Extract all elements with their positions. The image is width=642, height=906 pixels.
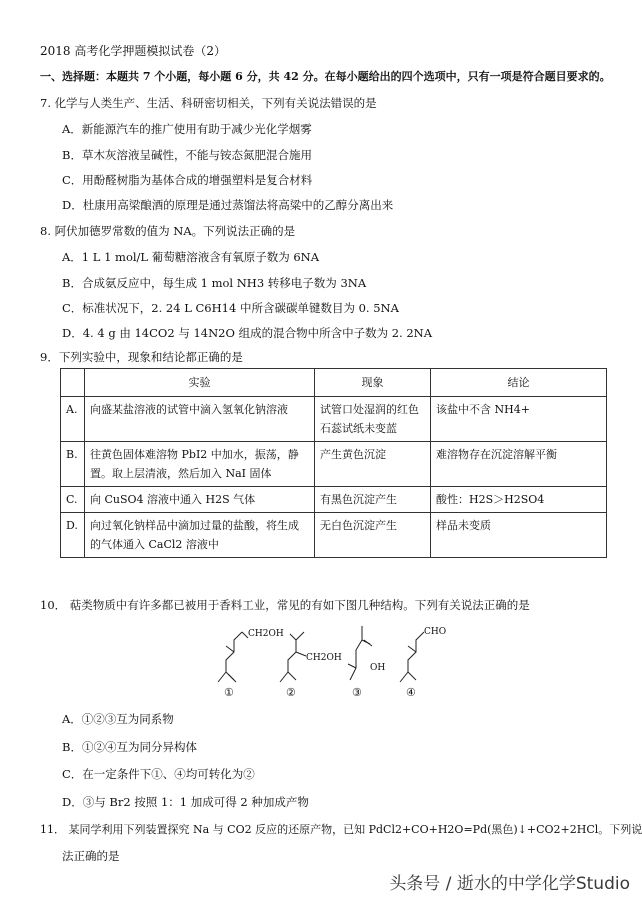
- q10-stem: 10． 萜类物质中有许多都已被用于香料工业，常见的有如下图几种结构。下列有关说法正确的是: [40, 598, 530, 612]
- experiment-cell: 向过氧化钠样品中滴加过量的盐酸，将生成的气体通入 CaCl2 溶液中: [85, 513, 315, 558]
- structure-4-group: CHO: [424, 627, 447, 637]
- q7-option-b: B．草木灰溶液呈碱性，不能与铵态氮肥混合施用: [62, 148, 312, 162]
- q8-option-a: A．1 L 1 mol/L 葡萄糖溶液含有氧原子数为 6NA: [62, 250, 320, 264]
- structure-1-label: ①: [224, 686, 234, 699]
- section-header: 一、选择题：本题共 7 个小题，每小题 6 分，共 42 分。在每小题给出的四个选项中，只有一项是符合题目要求的。: [40, 70, 611, 83]
- q10-option-c: C．在一定条件下①、④均可转化为②: [62, 767, 255, 781]
- q7-stem: 7. 化学与人类生产、生活、科研密切相关，下列有关说法错误的是: [40, 96, 377, 110]
- header-blank: [61, 369, 85, 397]
- q8-option-c: C．标准状况下，2. 24 L C6H14 中所含碳碳单键数目为 0. 5NA: [62, 301, 399, 315]
- header-phenomenon: 现象: [315, 369, 431, 397]
- q7-option-a: A．新能源汽车的推广使用有助于减少光化学烟雾: [62, 122, 312, 136]
- structure-2-label: ②: [286, 686, 296, 699]
- row-label: A.: [61, 397, 85, 442]
- terpene-structures-figure: [210, 620, 447, 699]
- q8-option-b: B．合成氨反应中，每生成 1 mol NH3 转移电子数为 3NA: [62, 276, 367, 290]
- table-row: [61, 442, 607, 487]
- table-row: [61, 397, 607, 442]
- q10-option-d: D．③与 Br2 按照 1：1 加成可得 2 种加成产物: [62, 795, 309, 809]
- conclusion-cell: 样品未变质: [431, 513, 607, 558]
- conclusion-cell: 难溶物存在沉淀溶解平衡: [431, 442, 607, 487]
- phenomenon-cell: 产生黄色沉淀: [315, 442, 431, 487]
- source-watermark: 头条号 / 逝水的中学化学Studio: [389, 874, 630, 894]
- structure-1-skeleton: [218, 632, 242, 682]
- header-conclusion: 结论: [431, 369, 607, 397]
- phenomenon-cell: 无白色沉淀产生: [315, 513, 431, 558]
- q9-experiment-table: [60, 368, 607, 558]
- structure-4-label: ④: [406, 686, 416, 699]
- q11-stem-continued: 法正确的是: [62, 849, 120, 863]
- exam-title: 2018 高考化学押题模拟试卷（2）: [40, 44, 226, 58]
- structure-4-skeleton: [400, 632, 424, 682]
- structure-2-skeleton: [280, 632, 304, 682]
- row-label: C.: [61, 487, 85, 513]
- phenomenon-cell: 有黑色沉淀产生: [315, 487, 431, 513]
- q7-option-c: C．用酚醛树脂为基体合成的增强塑料是复合材料: [62, 173, 313, 187]
- structure-2-group: CH2OH: [306, 653, 342, 663]
- q10-option-a: A．①②③互为同系物: [62, 712, 174, 726]
- phenomenon-cell: 试管口处湿润的红色石蕊试纸未变蓝: [315, 397, 431, 442]
- q10-option-b: B．①②④互为同分异构体: [62, 740, 197, 754]
- structure-3-group: OH: [370, 663, 386, 673]
- structure-1-group: CH2OH: [248, 629, 284, 639]
- structure-3-skeleton: [350, 626, 362, 680]
- structure-3-label: ③: [352, 686, 362, 699]
- q7-option-d: D．杜康用高梁酿酒的原理是通过蒸馏法将高粱中的乙醇分离出来: [62, 198, 394, 212]
- row-label: D.: [61, 513, 85, 558]
- q9-stem: 9．下列实验中，现象和结论都正确的是: [40, 350, 243, 364]
- experiment-cell: 往黄色固体难溶物 PbI2 中加水，振荡，静置。取上层清液，然后加入 NaI 固体: [85, 442, 315, 487]
- row-label: B.: [61, 442, 85, 487]
- table-header-row: [61, 369, 607, 397]
- table-row: [61, 487, 607, 513]
- conclusion-cell: 该盐中不含 NH4+: [431, 397, 607, 442]
- header-experiment: 实验: [85, 369, 315, 397]
- experiment-cell: 向 CuSO4 溶液中通入 H2S 气体: [85, 487, 315, 513]
- experiment-cell: 向盛某盐溶液的试管中滴入氢氧化钠溶液: [85, 397, 315, 442]
- conclusion-cell: 酸性：H2S＞H2SO4: [431, 487, 607, 513]
- q8-option-d: D．4. 4 g 由 14CO2 与 14N2O 组成的混合物中所含中子数为 2. 2NA: [62, 326, 433, 340]
- q11-stem: 11． 某同学利用下列装置探究 Na 与 CO2 反应的还原产物，已知 PdCl2+CO+H2O=Pd(黑色)↓+CO2+2HCl。下列说: [40, 823, 642, 836]
- q8-stem: 8. 阿伏加德罗常数的值为 NA。下列说法正确的是: [40, 224, 296, 238]
- table-row: [61, 513, 607, 558]
